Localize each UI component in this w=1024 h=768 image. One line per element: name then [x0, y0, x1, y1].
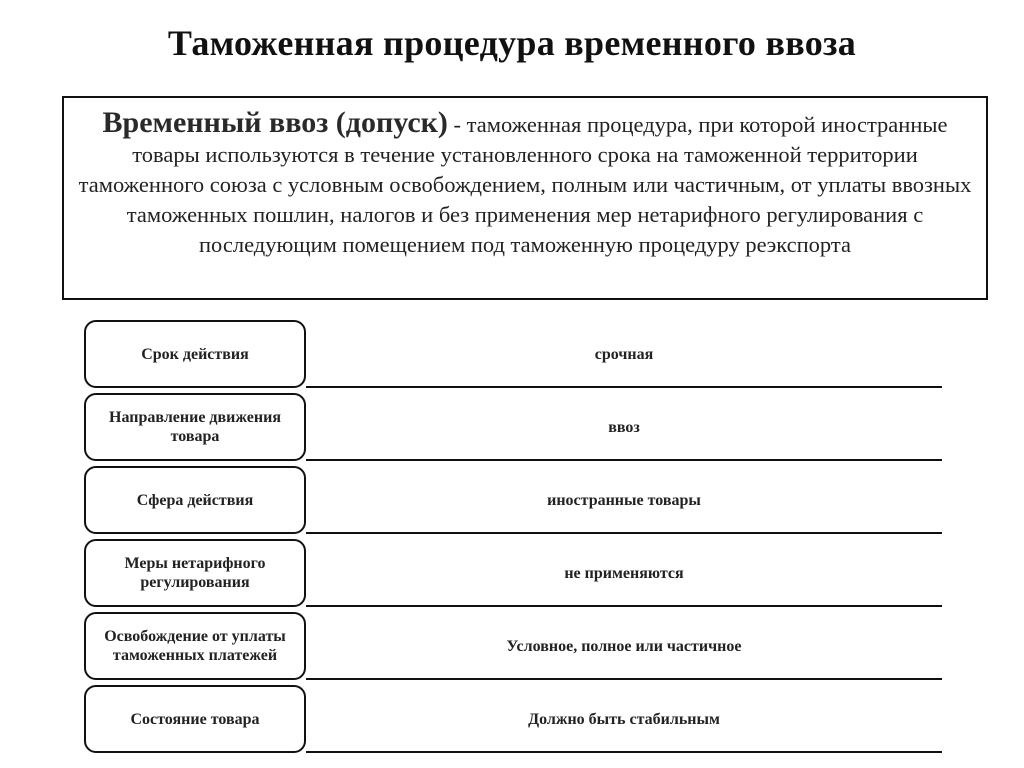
row-value: ввоз: [608, 419, 640, 436]
row-value: Условное, полное или частичное: [506, 638, 742, 655]
definition-box: [62, 96, 988, 300]
row-payment-exemption: [84, 612, 942, 680]
row-divider: [306, 678, 942, 680]
row-value: Должно быть стабильным: [528, 711, 720, 728]
row-goods-direction: [84, 393, 942, 461]
row-validity-period: [84, 320, 942, 388]
row-label: Сфера действия: [84, 466, 306, 534]
row-label: Срок действия: [84, 320, 306, 388]
row-divider: [306, 751, 942, 753]
row-nontariff-measures: [84, 539, 942, 607]
row-value: срочная: [594, 346, 654, 363]
definition-text: - таможенная процедура, при которой иностранные товары используются в течение установленного срока на таможенной территории таможенного союза с условным освобождением, полным или частичным, от уплаты ввозных таможенных пошлин, налогов и без применения мер нетарифного регулирования с последующим помещением под таможенную процедуру реэкспорта: [78, 112, 972, 257]
row-label: Направление движения товара: [84, 393, 306, 461]
row-divider: [306, 532, 942, 534]
row-label: Меры нетарифного регулирования: [84, 539, 306, 607]
row-label: Освобождение от уплаты таможенных платежей: [84, 612, 306, 680]
row-value: не применяются: [564, 565, 684, 582]
row-label: Состояние товара: [84, 685, 306, 753]
row-divider: [306, 605, 942, 607]
definition-term: Временный ввоз (допуск): [102, 106, 448, 139]
row-divider: [306, 459, 942, 461]
row-value: иностранные товары: [547, 492, 701, 509]
row-divider: [306, 386, 942, 388]
row-scope: [84, 466, 942, 534]
row-goods-condition: [84, 685, 942, 753]
page-title: Таможенная процедура временного ввоза: [167, 23, 857, 63]
